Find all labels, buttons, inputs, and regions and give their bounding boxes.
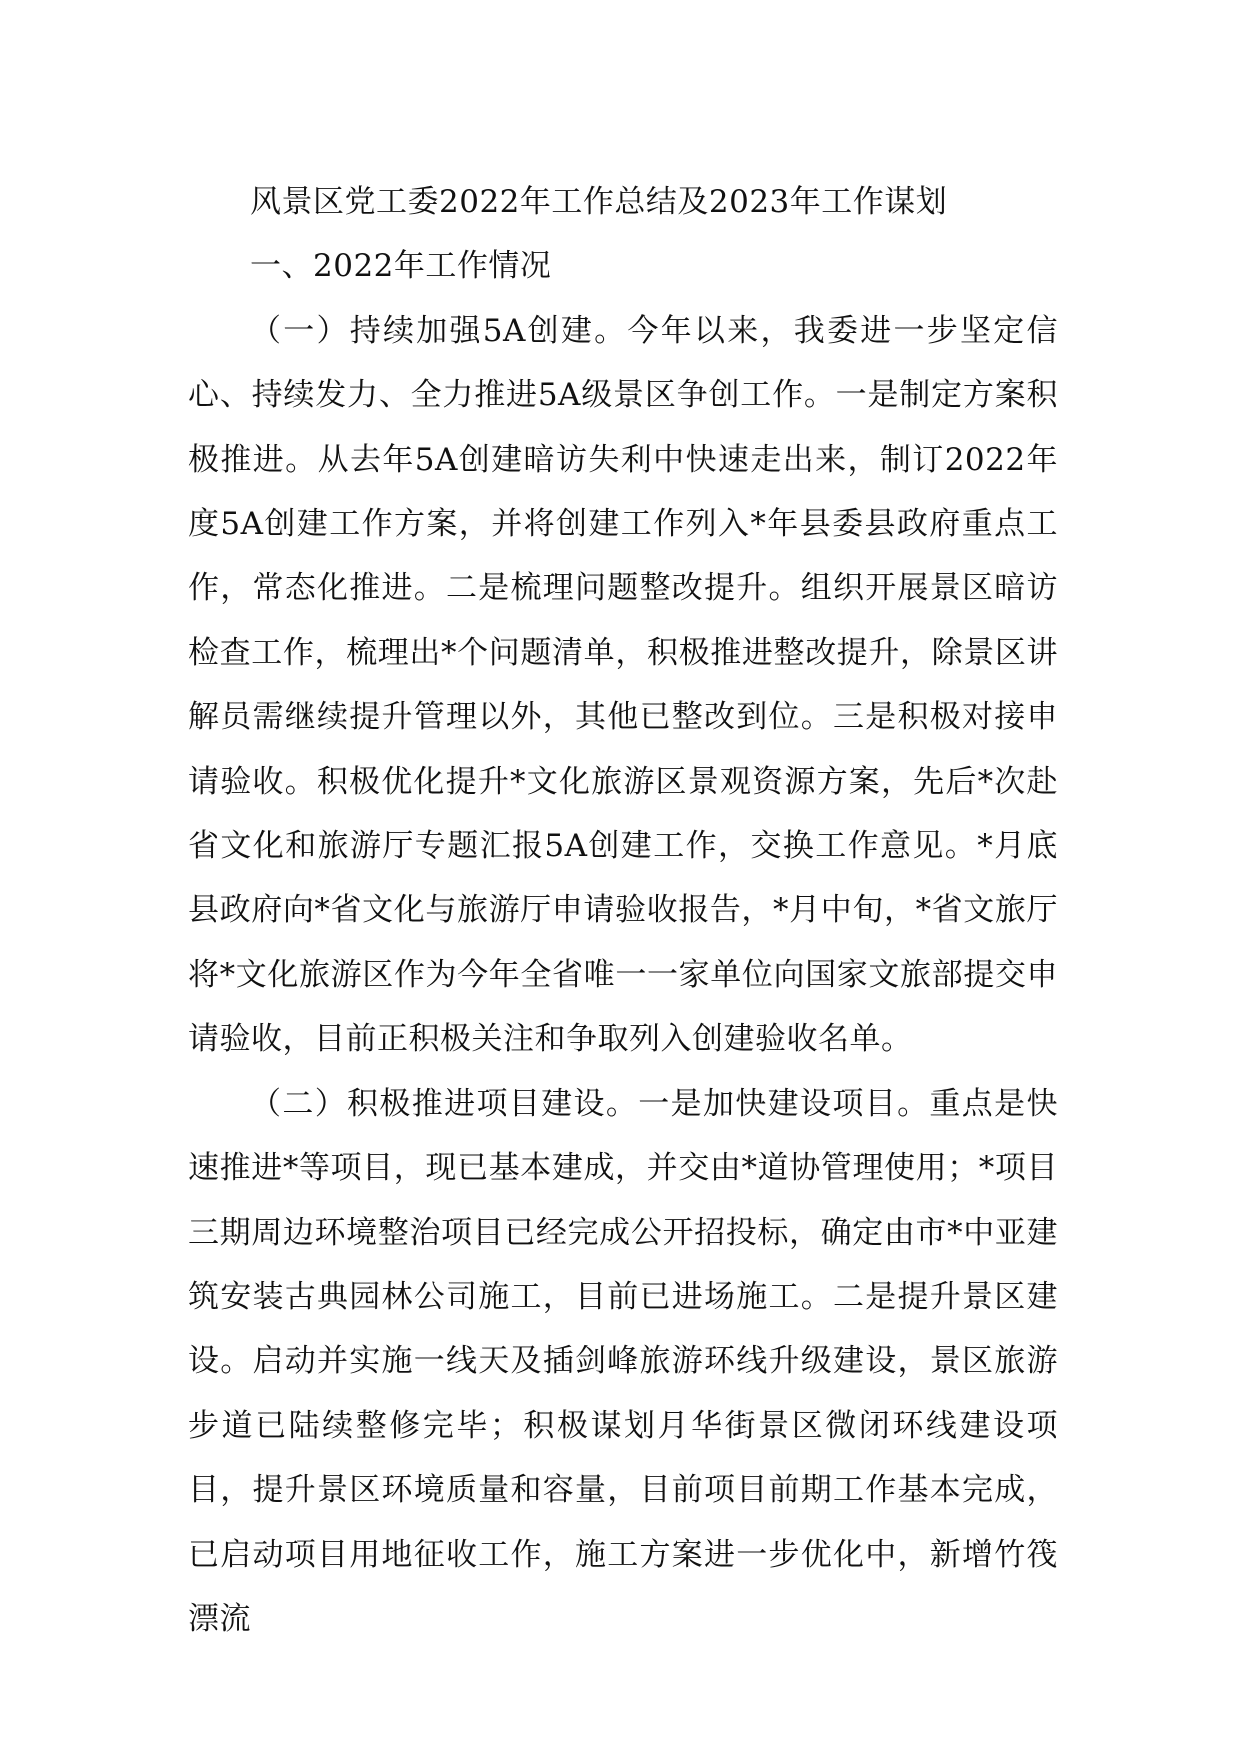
section-heading: 一、2022年工作情况 xyxy=(250,248,552,285)
paragraph-project-construction: （二）积极推进项目建设。一是加快建设项目。重点是快速推进*等项目，现已基本建成，并交由*道协管理使用；*项目三期周边环境整治项目已经完成公开招投标，确定由市*中亚建筑安装古典园林公司施工，目前已进场施工。二是提升景区建设。启动并实施一线天及插剑峰旅游环线升级建设，景区旅游步道已陆续整修完毕；积极谋划月华街景区微闭环线建设项目，提升景区环境质量和容量，目前项目前期工作基本完成，已启动项目用地征收工作，施工方案进一步优化中，新增竹筏漂流 xyxy=(188,1085,1058,1637)
document-body xyxy=(188,170,1058,1651)
paragraph-5a-creation: （一）持续加强5A创建。今年以来，我委进一步坚定信心、持续发力、全力推进5A级景区争创工作。一是制定方案积极推进。从去年5A创建暗访失利中快速走出来，制订2022年度5A创建工作方案，并将创建工作列入*年县委县政府重点工作，常态化推进。二是梳理问题整改提升。组织开展景区暗访检查工作，梳理出*个问题清单，积极推进整改提升，除景区讲解员需继续提升管理以外，其他已整改到位。三是积极对接申请验收。积极优化提升*文化旅游区景观资源方案，先后*次赴省文化和旅游厅专题汇报5A创建工作，交换工作意见。*月底县政府向*省文化与旅游厅申请验收报告，*月中旬，*省文旅厅将*文化旅游区作为今年全省唯一一家单位向国家文旅部提交申请验收，目前正积极关注和争取列入创建验收名单。 xyxy=(188,312,1058,1058)
document-title: 风景区党工委2022年工作总结及2023年工作谋划 xyxy=(250,184,948,220)
